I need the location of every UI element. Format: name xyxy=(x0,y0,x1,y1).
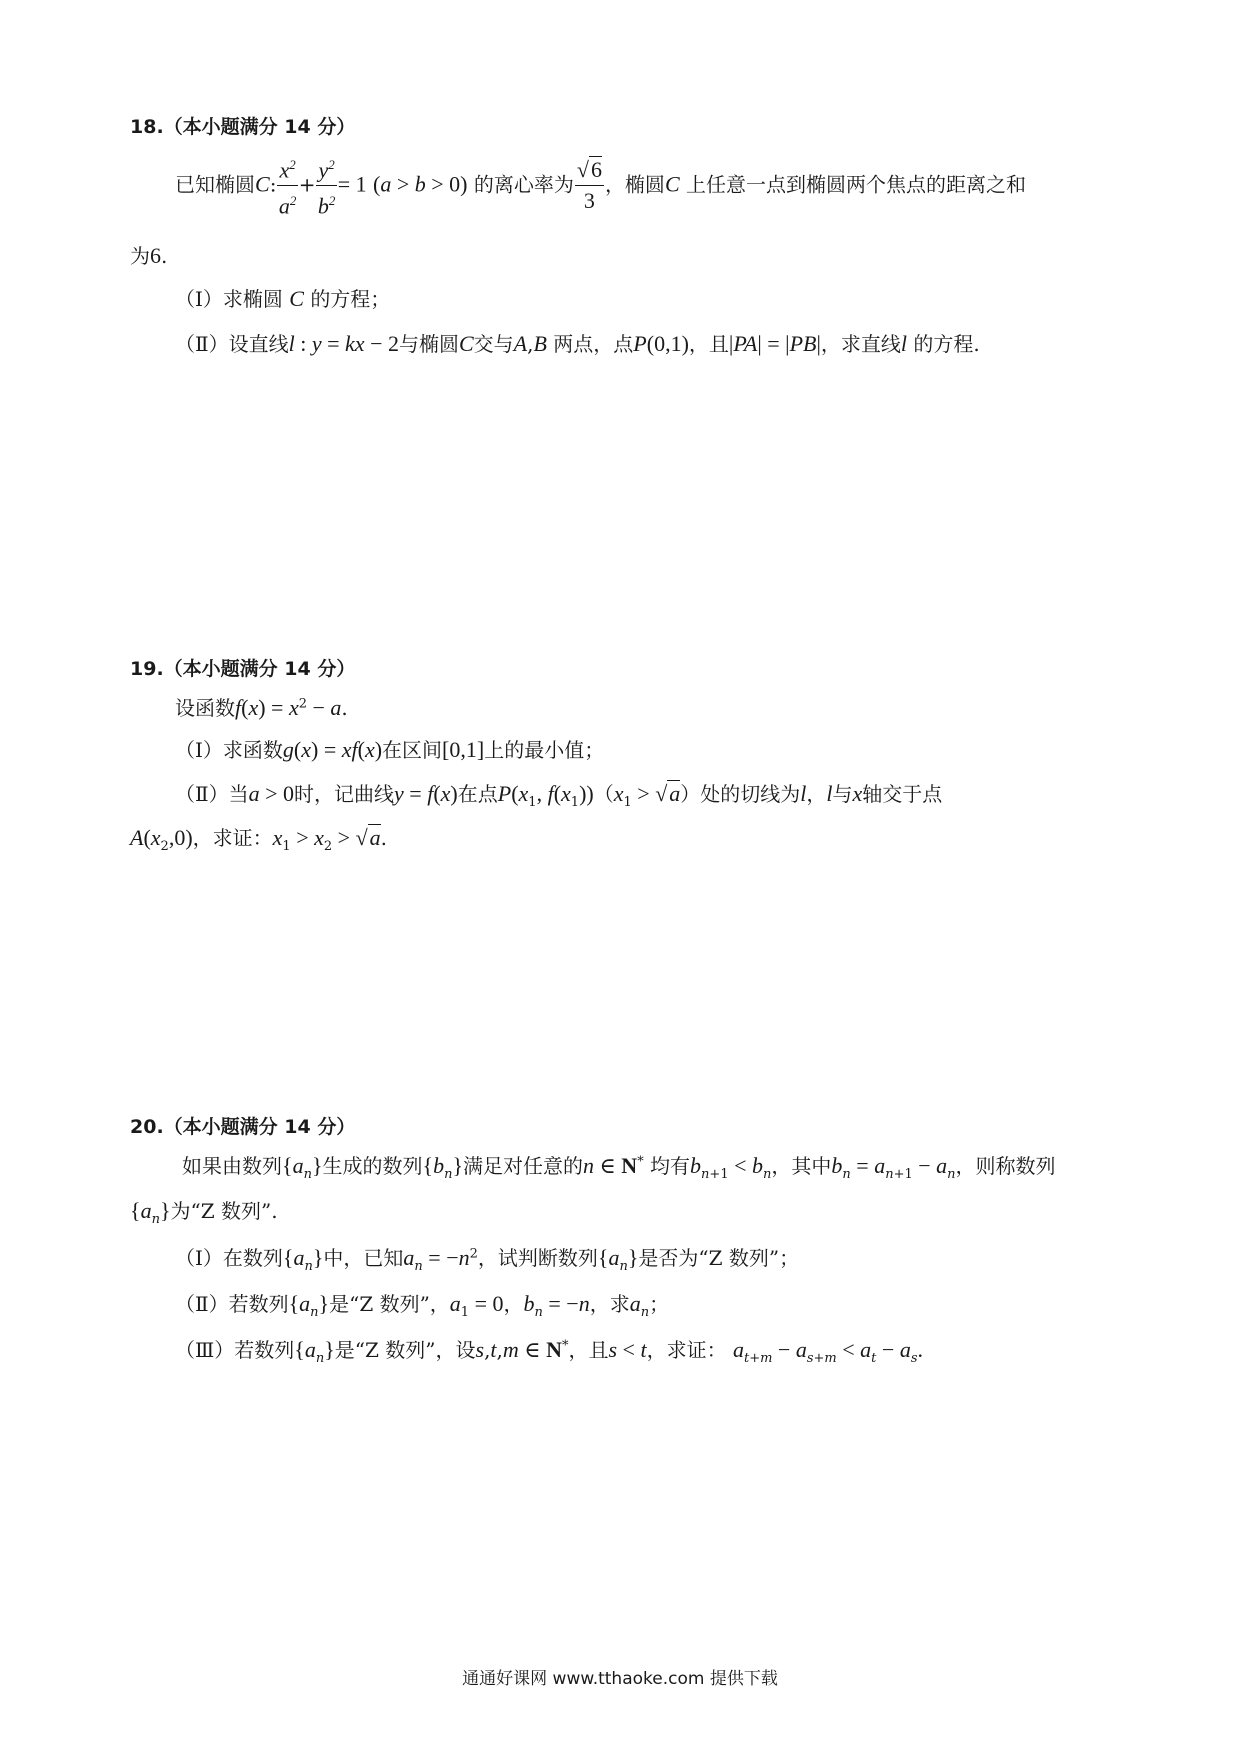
problem-19-stem: 设函数$f(x) = x^2 - a$. xyxy=(175,695,348,720)
footer-source: 通通好课网 www.tthaoke.com 提供下载 xyxy=(462,1669,778,1689)
problem-18-header: 18.（本小题满分 14 分） xyxy=(130,116,356,138)
problem-19-part-2-cont: $A(x_2,0)$，求证：$x_1 > x_2 > √a$. xyxy=(130,825,388,854)
problem-18-stem-cont: 为6. xyxy=(130,243,168,268)
problem-20-stem: 如果由数列$\{a_n\}$生成的数列$\{b_n\}$满足对任意的n ∈ N* 均有$b_{n+1} < b_n$，其中$b_n = a_{n+1} - a_n$，则称数列 xyxy=(182,1153,1056,1182)
problem-20-part-3: （Ⅲ）若数列$\{a_n\}$是“Z 数列”，设s,t,m ∈ N*，且s < t，求证： $a_{t+m} - a_{s+m} < a_t - a_s$. xyxy=(175,1337,923,1366)
problem-20-header: 20.（本小题满分 14 分） xyxy=(130,1116,356,1138)
problem-20-part-2: （Ⅱ）若数列$\{a_n\}$是“Z 数列”，$a_1 = 0$，$b_n = -n$，求$a_n$； xyxy=(175,1291,670,1320)
problem-19-part-1: （Ⅰ）求函数g(x) = xf(x)在区间[0,1]上的最小值； xyxy=(175,737,605,762)
problem-19-part-2: （Ⅱ）当a > 0时，记曲线y = f(x)在点$P(x_1$, $f(x_1))(x_1 > √a)$处的切线为l，l与x轴交于点 xyxy=(175,781,943,810)
problem-18-stem: 已知椭圆C: $\frac{x^2}{a^2}$ + $\frac{y^2}{b^2}$ = 1 (a > b > 0) 的离心率为 $\frac{√6}{3}$ ，椭圆C 上任意一点到椭圆两个焦点的距离之和 xyxy=(175,150,1026,222)
problem-20-stem-cont: $\{a_n\}$为“Z 数列”. xyxy=(130,1198,278,1227)
problem-18-part-1: （Ⅰ）求椭圆 C 的方程； xyxy=(175,286,391,311)
problem-19-header: 19.（本小题满分 14 分） xyxy=(130,658,356,680)
problem-18-part-2: （Ⅱ）设直线l : y = kx − 2与椭圆C交与A,B 两点，点P(0,1)，且|PA| = |PB|，求直线l 的方程. xyxy=(175,331,980,356)
problem-20-part-1: （Ⅰ）在数列$\{a_n\}$中，已知$a_n = -n^2$，试判断数列$\{a_n\}$是否为“Z 数列”； xyxy=(175,1245,800,1274)
